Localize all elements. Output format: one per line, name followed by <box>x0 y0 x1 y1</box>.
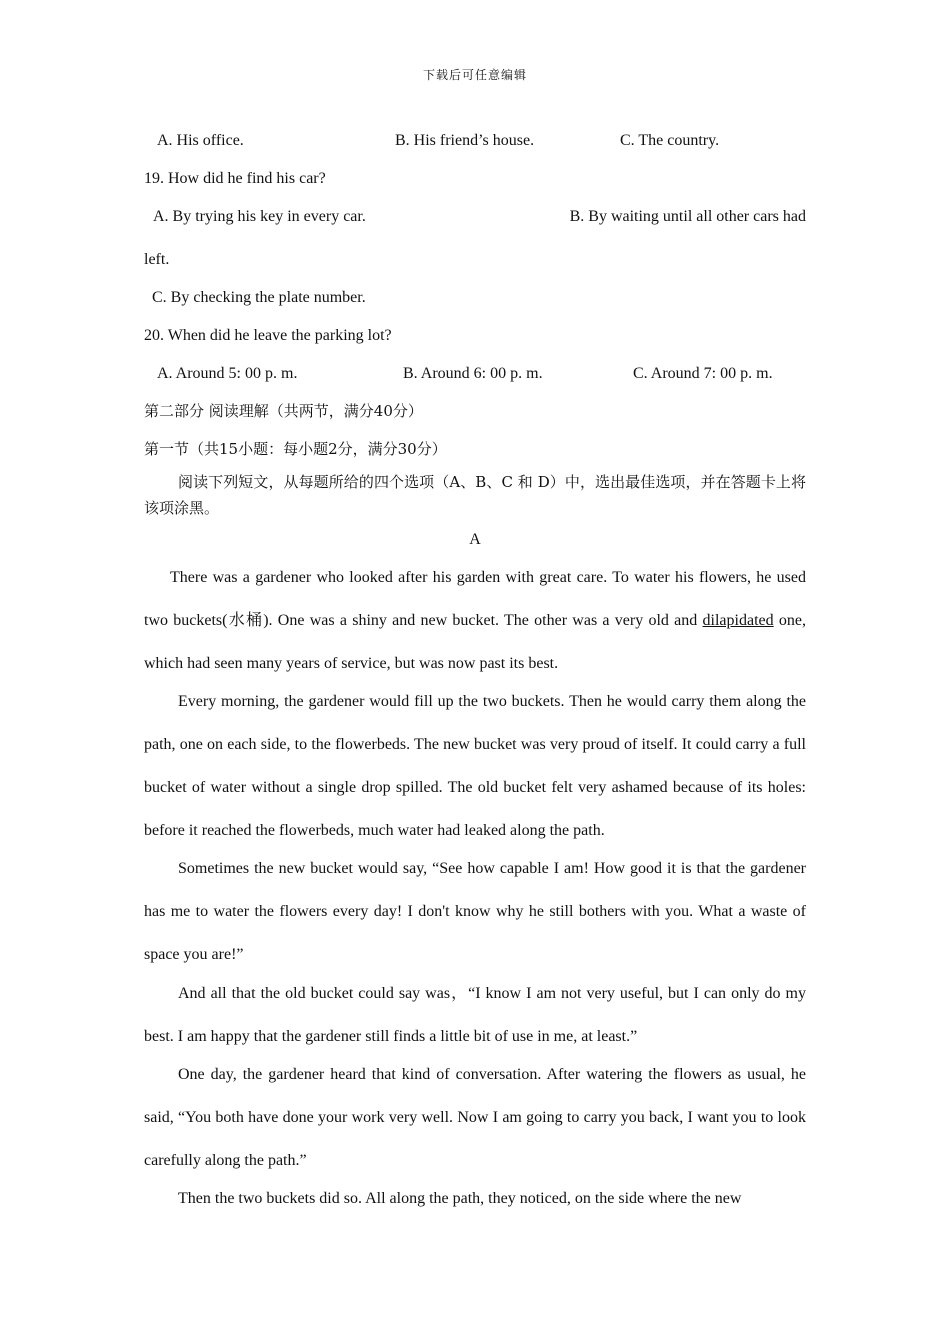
q18-option-c: C. The country. <box>620 132 720 149</box>
paragraph-1 <box>144 556 806 685</box>
q18-option-b: B. His friend’s house. <box>395 132 535 149</box>
q19-option-b: B. By waiting until all other cars had <box>569 208 806 225</box>
underlined-word: dilapidated <box>702 612 774 629</box>
q20-option-a: A. Around 5: 00 p. m. <box>157 365 298 382</box>
paragraph-3: Sometimes the new bucket would say, “See how capable I am! How good it is that the gardener has me to water the flowers every day! I don't know why he still bothers with you. What a waste of space you are!” <box>144 860 806 963</box>
passage-label: A <box>469 531 481 548</box>
paragraph-6: Then the two buckets did so. All along the path, they noticed, on the side where the new <box>178 1190 742 1207</box>
q20-option-c: C. Around 7: 00 p. m. <box>633 365 773 382</box>
q18-option-a: A. His office. <box>157 132 244 149</box>
q20-question: 20. When did he leave the parking lot? <box>144 327 392 344</box>
paragraph-1-text: There was a gardener who looked after his garden with great care. To water his flowers, he used two buckets(水桶). One was a shiny and new bucket. The other was a very old and <box>144 569 806 629</box>
paragraph-2: Every morning, the gardener would fill up the two buckets. Then he would carry them along the path, one on each side, to the flowerbeds. The new bucket was very proud of itself. It could carry a full bucket of water without a single drop spilled. The old bucket felt very ashamed because of its holes: before it reached the flowerbeds, much water had leaked along the path. <box>144 693 806 839</box>
q19-option-c: C. By checking the plate number. <box>152 289 366 306</box>
q19-question: 19. How did he find his car? <box>144 170 326 187</box>
instructions: 阅读下列短文，从每题所给的四个选项（A、B、C 和 D）中，选出最佳选项，并在答题卡上将该项涂黑。 <box>144 473 806 517</box>
paragraph-5: One day, the gardener heard that kind of conversation. After watering the flowers as usual, he said, “You both have done your work very well. Now I am going to carry you back, I want you to look carefully along the path.” <box>144 1066 806 1169</box>
paragraph-4: And all that the old bucket could say was，“I know I am not very useful, but I can only do my best. I am happy that the gardener still finds a little bit of use in me, at least.” <box>144 985 806 1045</box>
page-header: 下载后可任意编辑 <box>422 68 527 82</box>
section-title: 第二部分 阅读理解（共两节，满分40分） <box>144 402 423 420</box>
section-subtitle: 第一节（共15小题：每小题2分，满分30分） <box>144 440 447 458</box>
q19-option-b-continued: left. <box>144 251 170 268</box>
paragraph-1-text-end: one, which had seen many years of service, but was now past its best. <box>144 612 806 672</box>
q20-option-b: B. Around 6: 00 p. m. <box>403 365 543 382</box>
q19-option-a: A. By trying his key in every car. <box>153 208 366 225</box>
